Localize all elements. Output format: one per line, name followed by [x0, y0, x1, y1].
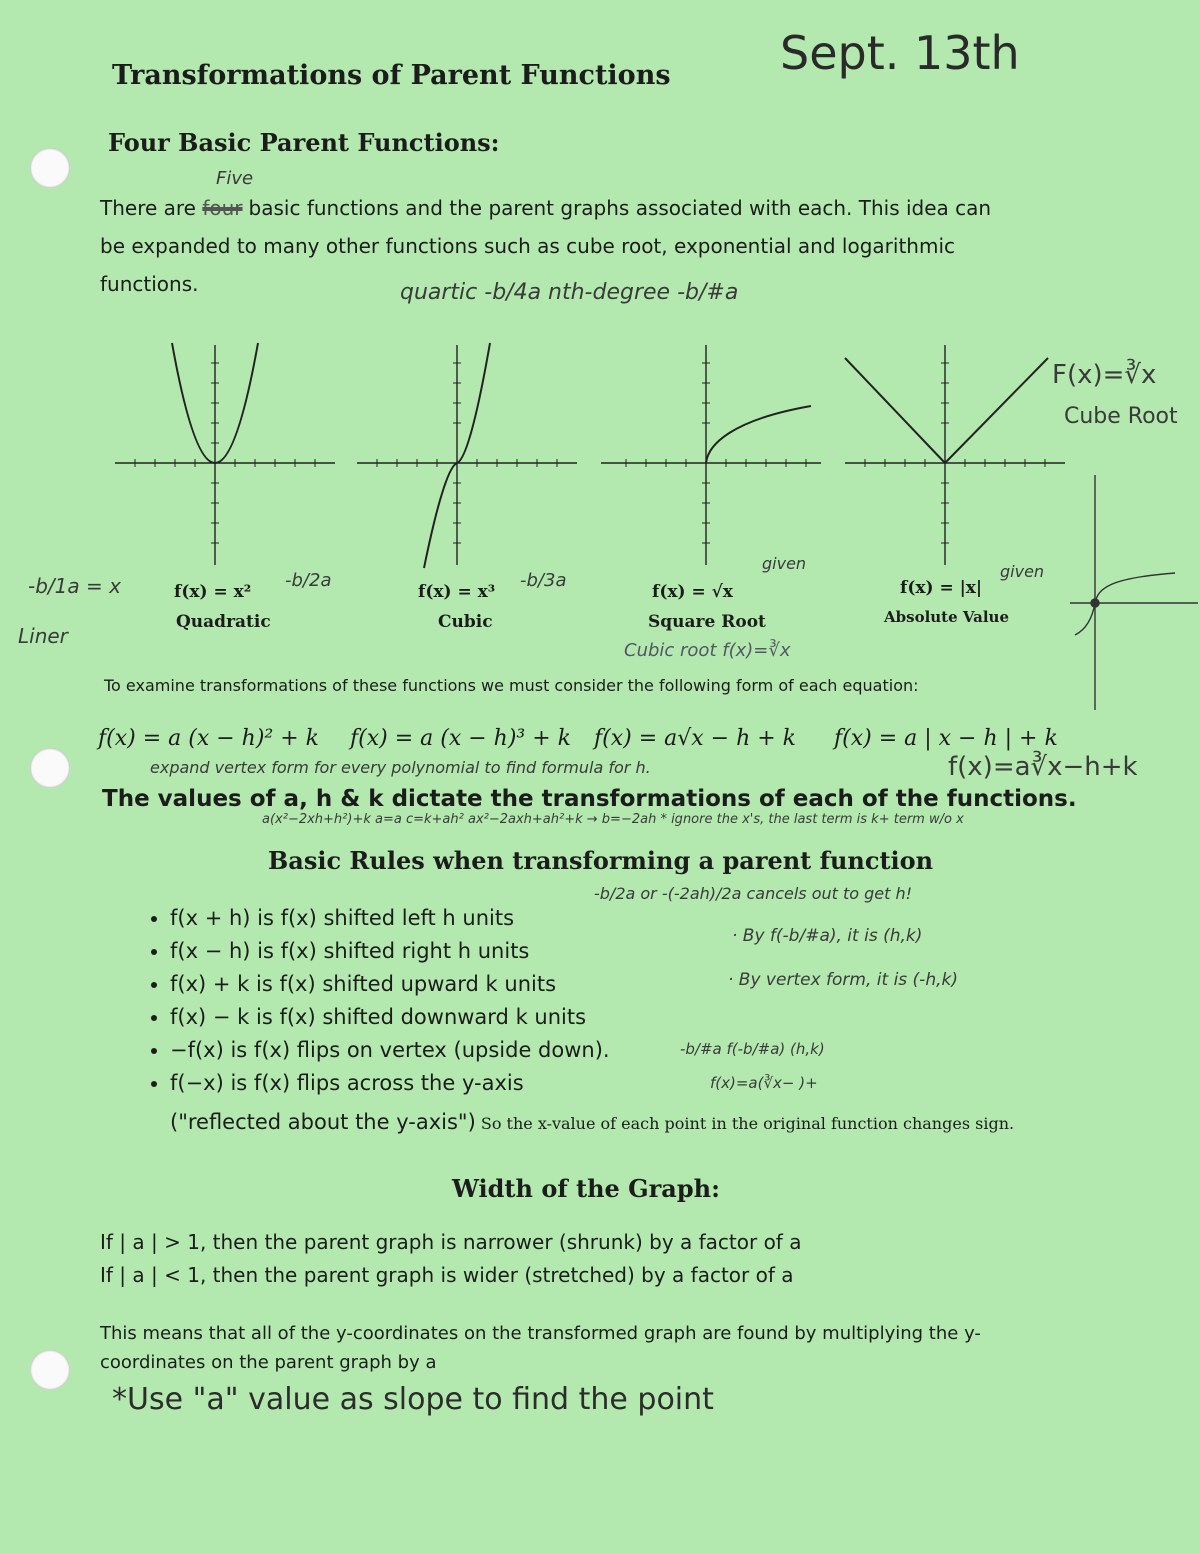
rule-item: • f(x) − k is f(x) shifted downward k units [170, 1005, 610, 1029]
rules-list [130, 906, 610, 1104]
graph-note-cubic: -b/3a [520, 570, 567, 591]
section-heading-parent-functions: Four Basic Parent Functions: [108, 128, 500, 157]
intro-line-1-text: basic functions and the parent graphs associated with each. This idea can [248, 196, 992, 220]
examine-hand-note: expand vertex form for every polynomial to find formula for h. [150, 758, 651, 777]
graph-label-quadratic-name: Quadratic [176, 612, 271, 632]
equation-abs: f(x) = a | x − h | + k [834, 726, 1058, 751]
rule-item: • f(x) + k is f(x) shifted upward k units [170, 972, 610, 996]
reflect-note [170, 1110, 1014, 1134]
rules-hand-1: -b/2a or -(-2ah)/2a cancels out to get h! [594, 884, 913, 903]
punch-hole-middle [30, 748, 70, 788]
values-hand-work: a(x²−2xh+h²)+k a=a c=k+ah² ax²−2axh+ah²+k → b=−2ah * ignore the x's, the last term is k+ term w/o x [262, 812, 964, 827]
side-note-left-2: Liner [18, 624, 68, 648]
equation-quadratic: f(x) = a (x − h)² + k [98, 726, 319, 751]
punch-hole-bottom [30, 1350, 70, 1390]
cube-root-sketch [1070, 470, 1200, 720]
intro-before: There are [100, 196, 203, 220]
width-hand-note: *Use "a" value as slope to find the point [112, 1382, 714, 1417]
examine-text: To examine transformations of these functions we must consider the following form of each equation: [104, 676, 919, 695]
graph-note-sqrt: given [762, 554, 807, 573]
rule-item: • f(x − h) is f(x) shifted right h units [170, 939, 610, 963]
rules-hand-2: · By f(-b/#a), it is (h,k) [732, 926, 923, 946]
graph-note-abs: given [1000, 562, 1045, 581]
graph-square-root [596, 340, 826, 570]
graph-absolute-value [840, 340, 1070, 570]
graph-label-abs-name: Absolute Value [884, 608, 1010, 626]
margin-note-degree: quartic -b/4a nth-degree -b/#a [400, 280, 739, 305]
graph-label-cubic-formula: f(x) = x³ [418, 582, 496, 602]
side-note-right-2: Cube Root [1064, 404, 1178, 429]
reflect-note-a: ("reflected about the y-axis") [170, 1110, 476, 1134]
width-explain-2: coordinates on the parent graph by a [100, 1352, 437, 1373]
intro-line-2: be expanded to many other functions such as cube root, exponential and logarithmic [100, 234, 955, 258]
intro-correction: Five [216, 168, 254, 189]
side-note-right: F(x)=∛x [1052, 360, 1157, 390]
graph-label-sqrt-formula: f(x) = √x [652, 582, 733, 602]
graph-note-quadratic: -b/2a [285, 570, 332, 591]
rules-hand-4: -b/#a f(-b/#a) (h,k) [680, 1040, 825, 1058]
page-title: Transformations of Parent Functions [112, 60, 671, 91]
graph-label-abs-formula: f(x) = |x| [900, 578, 983, 598]
rules-hand-3: · By vertex form, it is (-h,k) [728, 970, 958, 990]
rule-item: • f(x + h) is f(x) shifted left h units [170, 906, 610, 930]
graph-label-cubic-name: Cubic [438, 612, 493, 632]
punch-hole-top [30, 148, 70, 188]
graph-label-quadratic-formula: f(x) = x² [174, 582, 252, 602]
equation-sqrt: f(x) = a√x − h + k [594, 726, 797, 751]
side-note-left: -b/1a = x [28, 574, 121, 598]
rule-item: • f(−x) is f(x) flips across the y-axis [170, 1071, 610, 1095]
width-rule-2: If | a | < 1, then the parent graph is wider (stretched) by a factor of a [100, 1263, 794, 1287]
intro-struck-word: four [202, 196, 243, 220]
rule-item: • −f(x) is f(x) flips on vertex (upside down). [170, 1038, 610, 1062]
width-heading: Width of the Graph: [452, 1174, 720, 1203]
width-rule-1: If | a | > 1, then the parent graph is narrower (shrunk) by a factor of a [100, 1230, 802, 1254]
rules-heading: Basic Rules when transforming a parent function [268, 846, 934, 875]
width-explain-1: This means that all of the y-coordinates on the transformed graph are found by multiplying the y- [100, 1323, 981, 1344]
rules-hand-5: f(x)=a(∛x− )+ [710, 1074, 818, 1092]
cubic-root-note: Cubic root f(x)=∛x [624, 640, 791, 661]
equation-cubic: f(x) = a (x − h)³ + k [350, 726, 571, 751]
values-statement: The values of a, h & k dictate the transformations of each of the functions. [102, 786, 1077, 812]
intro-line-1 [100, 196, 991, 220]
reflect-note-b: So the x-value of each point in the original function changes sign. [475, 1114, 1015, 1133]
graph-label-sqrt-name: Square Root [648, 612, 766, 632]
graph-cubic [352, 340, 582, 570]
date-note: Sept. 13th [780, 26, 1020, 80]
examine-hand-note-2: f(x)=a∛x−h+k [948, 752, 1138, 782]
graph-quadratic [110, 340, 340, 570]
intro-line-3: functions. [100, 272, 199, 296]
